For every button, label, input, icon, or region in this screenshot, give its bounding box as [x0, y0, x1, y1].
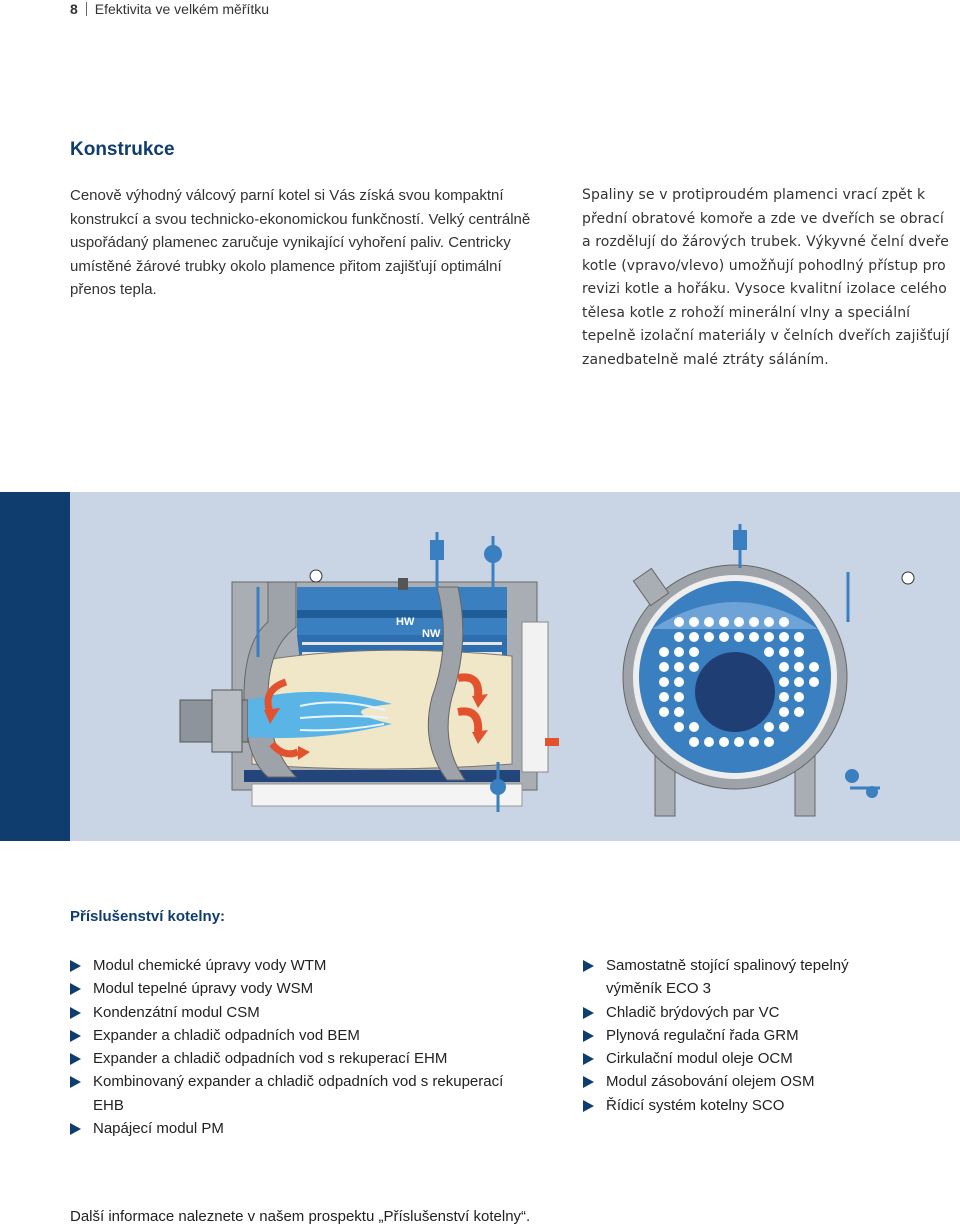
construction-text-right: Spaliny se v protiproudém plamenci vrací zpět k přední obratové komoře a zde ve dveřích se obrací a rozdělují do žárových trubek. Výkyvné čelní dveře kotle (vpravo/vlevo) umožňují pohodlný přístup pro revizi kotle a hořáku. Vysoce kvalitní izolace celého tělesa kotle z rohoží minerální vlny a speciální tepelně izolační materiály v čelních dveřích zajišťují zanedbatelně malé ztráty sáláním. — [582, 187, 950, 368]
safety-valve — [733, 530, 747, 550]
fire-tube-hole — [794, 707, 804, 717]
section-title: Efektivita ve velkém měřítku — [94, 1, 270, 17]
fire-tube-hole — [779, 662, 789, 672]
bullet-triangle-icon — [70, 1053, 81, 1065]
bullet-triangle-icon — [70, 1076, 81, 1088]
fire-tube-hole — [674, 617, 684, 627]
fire-tube-hole — [809, 662, 819, 672]
list-item — [70, 954, 510, 977]
fire-tube-hole — [764, 632, 774, 642]
bullet-triangle-icon — [70, 1007, 81, 1019]
fire-tube-hole — [734, 632, 744, 642]
fire-tube-hole — [779, 707, 789, 717]
bullet-triangle-icon — [583, 1007, 594, 1019]
page-header — [70, 0, 269, 18]
furnace-tube — [695, 652, 775, 732]
fire-tube-hole — [794, 662, 804, 672]
fire-tube-hole — [764, 617, 774, 627]
fire-tube-hole — [689, 737, 699, 747]
construction-text-left: Cenově výhodný válcový parní kotel si Vás získá svou kompaktní konstrukcí a svou technicko-ekonomickou funkčností. Velký centrálně uspořádaný plamenec zaručuje vynikající vyhoření paliv. Centricky umístěné žárové trubky okolo plamence přitom zajišťují optimální přenos tepla. — [70, 187, 531, 298]
fire-tube-hole — [704, 737, 714, 747]
bullet-triangle-icon — [583, 1053, 594, 1065]
burner-head — [212, 690, 242, 752]
fire-tube-hole — [794, 647, 804, 657]
fire-tube-hole — [704, 617, 714, 627]
fire-tube-hole — [719, 632, 729, 642]
fire-tube-hole — [779, 692, 789, 702]
fire-tube-hole — [749, 632, 759, 642]
header-separator — [86, 2, 87, 16]
label-nw: NW — [422, 628, 441, 640]
list-item — [583, 1047, 903, 1070]
construction-title: Konstrukce — [70, 139, 175, 160]
fire-tube-hole — [749, 617, 759, 627]
list-item — [70, 977, 510, 1000]
accessories-list-left — [70, 954, 510, 1140]
pressure-gauge — [902, 572, 914, 584]
list-item-text: Samostatně stojící spalinový tepelný výměník ECO 3 — [606, 957, 849, 998]
list-item — [583, 1094, 903, 1117]
drain-valve — [490, 779, 506, 795]
list-item — [583, 954, 903, 1001]
bullet-triangle-icon — [70, 960, 81, 972]
bullet-triangle-icon — [583, 1100, 594, 1112]
fire-tube-hole — [659, 692, 669, 702]
list-item-text: Expander a chladič odpadních vod s rekuperací EHM — [93, 1050, 448, 1068]
fire-tube-hole — [764, 737, 774, 747]
fire-tube-hole — [719, 737, 729, 747]
fire-tube-hole — [749, 737, 759, 747]
fire-tube-hole — [779, 677, 789, 687]
list-item-text: Modul chemické úpravy vody WTM — [93, 957, 327, 974]
fire-tube-hole — [674, 722, 684, 732]
rear-insulation — [522, 622, 548, 772]
list-item — [70, 1117, 510, 1140]
fire-tube-hole — [779, 632, 789, 642]
fire-tube-hole — [764, 647, 774, 657]
list-item — [70, 1047, 510, 1070]
list-item-text: Chladič brýdových par VC — [606, 1003, 780, 1021]
accessories-title: Příslušenství kotelny: — [70, 908, 226, 925]
fire-tube-hole — [704, 632, 714, 642]
fire-tube-hole — [674, 707, 684, 717]
list-item-text: Napájecí modul PM — [93, 1120, 224, 1138]
fire-tube-hole — [794, 677, 804, 687]
stop-valve — [484, 545, 502, 563]
bullet-triangle-icon — [70, 1123, 81, 1135]
list-item — [583, 1070, 903, 1093]
list-item-text: Cirkulační modul oleje OCM — [606, 1050, 793, 1068]
accessories-list-right — [583, 954, 903, 1117]
list-item-text: Modul zásobování olejem OSM — [606, 1073, 815, 1091]
bullet-triangle-icon — [70, 983, 81, 995]
list-item — [583, 1024, 903, 1047]
fire-tube-hole — [674, 662, 684, 672]
page-number: 8 — [70, 1, 78, 17]
list-item — [583, 1001, 903, 1024]
list-item — [70, 1024, 510, 1047]
fire-tube-hole — [674, 692, 684, 702]
fire-tube-hole — [809, 677, 819, 687]
list-item-text: Kombinovaný expander a chladič odpadních vod s rekuperací EHB — [93, 1073, 504, 1114]
fire-tube-hole — [689, 617, 699, 627]
fire-tube-hole — [779, 617, 789, 627]
arrow — [545, 738, 559, 746]
list-item-text: Modul tepelné úpravy vody WSM — [93, 980, 314, 998]
steam-outlet — [398, 578, 408, 590]
list-item — [70, 1070, 510, 1117]
check-valve — [866, 786, 878, 798]
safety-valve — [430, 540, 444, 560]
feed-valve — [845, 769, 859, 783]
label-hw: HW — [396, 616, 415, 628]
list-item-text: Expander a chladič odpadních vod BEM — [93, 1026, 360, 1044]
fire-tube-hole — [659, 677, 669, 687]
bullet-triangle-icon — [583, 960, 594, 972]
fire-tube-hole — [674, 677, 684, 687]
list-item-text: Kondenzátní modul CSM — [93, 1003, 260, 1021]
fire-tube-hole — [764, 722, 774, 732]
boiler-diagram — [0, 492, 960, 841]
fire-tube-hole — [734, 617, 744, 627]
base-frame — [252, 784, 522, 806]
fire-tube-hole — [719, 617, 729, 627]
fire-tube-hole — [734, 737, 744, 747]
fire-tube-hole — [659, 647, 669, 657]
fire-tube-hole — [794, 632, 804, 642]
bullet-triangle-icon — [583, 1030, 594, 1042]
fire-tube-hole — [689, 662, 699, 672]
accent-bar — [0, 492, 70, 841]
fire-tube-hole — [659, 662, 669, 672]
fire-tube-hole — [659, 707, 669, 717]
list-item-text: Řídicí systém kotelny SCO — [606, 1096, 785, 1114]
list-item — [70, 1001, 510, 1024]
bullet-triangle-icon — [70, 1030, 81, 1042]
fire-tube-hole — [674, 647, 684, 657]
list-item-text: Plynová regulační řada GRM — [606, 1026, 799, 1044]
fire-tube-hole — [794, 692, 804, 702]
fire-tube-hole — [674, 632, 684, 642]
fire-tube-hole — [689, 722, 699, 732]
smoke-tube — [302, 642, 502, 645]
fire-tube-hole — [779, 722, 789, 732]
fire-tube-hole — [689, 647, 699, 657]
footer-note: Další informace naleznete v našem prospektu „Příslušenství kotelny“. — [70, 1208, 531, 1225]
bullet-triangle-icon — [583, 1076, 594, 1088]
pressure-gauge — [310, 570, 322, 582]
fire-tube-hole — [689, 632, 699, 642]
fire-tube-hole — [779, 647, 789, 657]
